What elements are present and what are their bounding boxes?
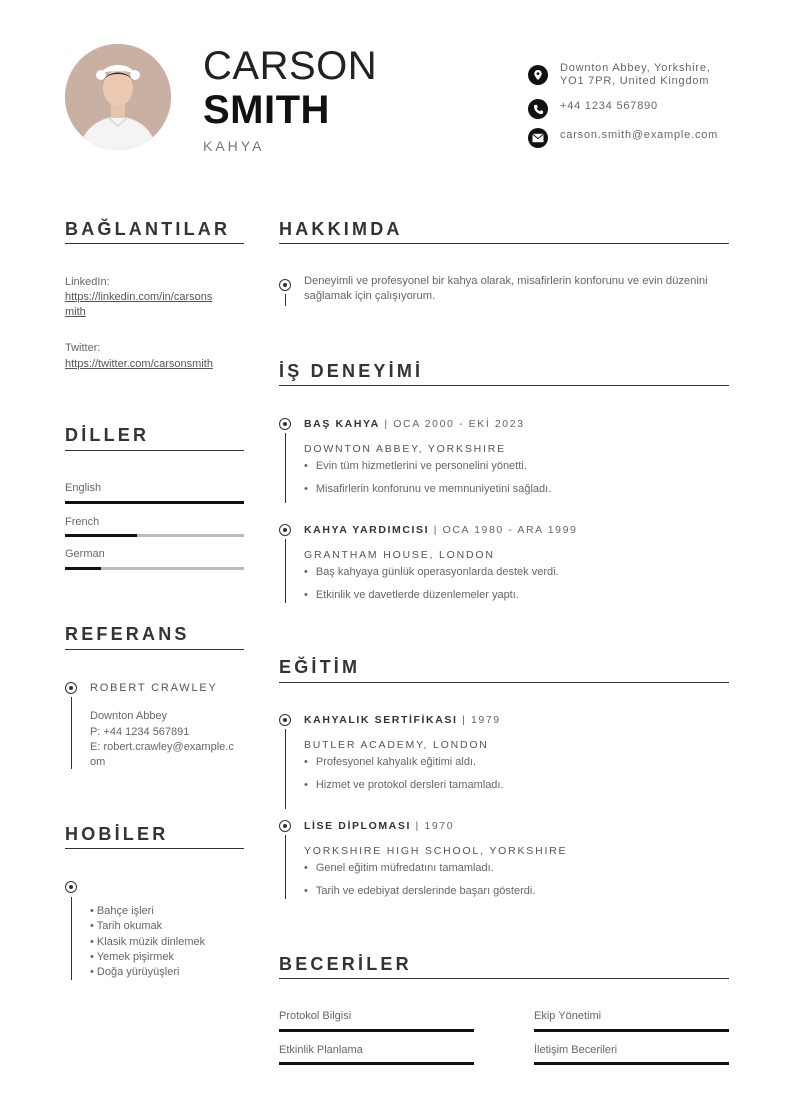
separator: | xyxy=(415,820,420,832)
language-french-bar xyxy=(65,534,244,537)
language-english: English xyxy=(65,482,102,494)
experience-1-org: DOWNTON ABBEY, YORKSHIRE xyxy=(304,443,506,455)
separator: | xyxy=(433,524,439,536)
location-pin-icon xyxy=(528,65,548,85)
skill-bar xyxy=(534,1062,729,1065)
education-2-header xyxy=(304,819,454,833)
hobby-item: • Klasik müzik dinlemek xyxy=(90,935,205,950)
links-heading: BAĞLANTILAR xyxy=(65,219,231,239)
divider xyxy=(65,243,244,244)
experience-2-role: KAHYA YARDIMCISI xyxy=(304,524,430,536)
separator: | xyxy=(384,418,389,430)
timeline-dot-icon xyxy=(65,881,77,893)
linkedin-link[interactable]: https://linkedin.com/in/carsons mith xyxy=(65,291,213,318)
reference-email: E: robert.crawley@example.c om xyxy=(90,741,234,768)
education-2-bullet: • Tarih ve edebiyat derslerinde başarı gösterdi. xyxy=(304,884,535,898)
experience-1-header xyxy=(304,417,525,431)
experience-1-role: BAŞ KAHYA xyxy=(304,418,380,430)
separator: | xyxy=(462,714,467,726)
reference-name: ROBERT CRAWLEY xyxy=(90,682,218,694)
contact-address: Downton Abbey, Yorkshire, YO1 7PR, United Kingdom xyxy=(560,62,711,87)
reference-org: Downton Abbey xyxy=(90,710,168,722)
experience-1-date: OCA 2000 - EKİ 2023 xyxy=(393,418,525,430)
language-german-bar xyxy=(65,567,244,570)
education-1-org: BUTLER ACADEMY, LONDON xyxy=(304,739,489,751)
experience-2-header xyxy=(304,523,577,537)
timeline-dot-icon xyxy=(279,714,291,726)
education-1-bullet: • Profesyonel kahyalık eğitimi aldı. xyxy=(304,755,476,769)
reference-phone: P: +44 1234 567891 xyxy=(90,726,190,738)
divider xyxy=(65,649,244,650)
experience-heading: İŞ DENEYİMİ xyxy=(279,361,424,381)
education-heading: EĞİTİM xyxy=(279,657,361,677)
skill-item: Ekip Yönetimi xyxy=(534,1010,602,1022)
experience-2-org: GRANTHAM HOUSE, LONDON xyxy=(304,549,495,561)
education-1-date: 1979 xyxy=(470,714,501,726)
hobby-item: • Doğa yürüyüşleri xyxy=(90,965,179,980)
timeline-line xyxy=(285,294,286,306)
timeline-line xyxy=(285,433,286,503)
person-portrait-icon xyxy=(65,44,171,150)
timeline-dot-icon xyxy=(279,279,291,291)
divider xyxy=(279,978,729,979)
skill-bar xyxy=(534,1029,729,1032)
language-german-level xyxy=(65,567,101,570)
skill-bar xyxy=(279,1029,474,1032)
timeline-dot-icon xyxy=(279,418,291,430)
education-2-org: YORKSHIRE HIGH SCHOOL, YORKSHIRE xyxy=(304,845,568,857)
phone-icon xyxy=(528,99,548,119)
profile-photo xyxy=(65,44,171,150)
envelope-icon xyxy=(528,128,548,148)
languages-heading: DİLLER xyxy=(65,425,150,445)
twitter-link[interactable]: https://twitter.com/carsonsmith xyxy=(65,358,213,370)
contact-phone: +44 1234 567890 xyxy=(560,100,658,112)
skill-item: Protokol Bilgisi xyxy=(279,1010,352,1022)
hobby-item: • Tarih okumak xyxy=(90,919,162,934)
experience-2-bullet: • Etkinlik ve davetlerde düzenlemeler yaptı. xyxy=(304,588,519,602)
about-text: Deneyimli ve profesyonel bir kahya olarak, misafirlerin konforunu ve evin düzenini sağlamak için çalışıyorum. xyxy=(304,275,708,302)
education-2-bullet: • Genel eğitim müfredatını tamamladı. xyxy=(304,861,494,875)
timeline-line xyxy=(285,539,286,603)
education-1-bullet: • Hizmet ve protokol dersleri tamamladı. xyxy=(304,778,504,792)
divider xyxy=(279,243,729,244)
hobby-item: • Yemek pişirmek xyxy=(90,950,174,965)
experience-2-bullet: • Baş kahyaya günlük operasyonlarda destek verdi. xyxy=(304,565,559,579)
skill-item: İletişim Becerileri xyxy=(534,1044,618,1056)
divider xyxy=(65,848,244,849)
skills-heading: BECERİLER xyxy=(279,954,412,974)
skill-bar xyxy=(279,1062,474,1065)
contact-email: carson.smith@example.com xyxy=(560,129,719,141)
skill-item: Etkinlik Planlama xyxy=(279,1044,363,1056)
about-heading: HAKKIMDA xyxy=(279,219,403,239)
hobbies-heading: HOBİLER xyxy=(65,824,169,844)
timeline-line xyxy=(71,697,72,769)
education-1-degree: KAHYALIK SERTİFİKASI xyxy=(304,714,458,726)
timeline-line xyxy=(71,897,72,980)
education-2-date: 1970 xyxy=(424,820,455,832)
job-title: KAHYA xyxy=(203,138,265,154)
hobby-item: • Bahçe işleri xyxy=(90,904,154,919)
divider xyxy=(279,385,729,386)
timeline-line xyxy=(285,835,286,899)
timeline-line xyxy=(285,729,286,809)
linkedin-label: LinkedIn: xyxy=(65,276,110,288)
timeline-dot-icon xyxy=(279,524,291,536)
language-french-level xyxy=(65,534,137,537)
divider xyxy=(65,450,244,451)
first-name: CARSON xyxy=(203,44,378,88)
last-name: SMITH xyxy=(203,88,330,132)
references-heading: REFERANS xyxy=(65,624,190,644)
timeline-dot-icon xyxy=(65,682,77,694)
language-english-bar xyxy=(65,501,244,504)
education-1-header xyxy=(304,713,501,727)
language-german: German xyxy=(65,548,105,560)
divider xyxy=(279,682,729,683)
timeline-dot-icon xyxy=(279,820,291,832)
language-french: French xyxy=(65,516,100,528)
education-2-degree: LİSE DİPLOMASI xyxy=(304,820,411,832)
language-english-level xyxy=(65,501,244,504)
experience-2-date: OCA 1980 - ARA 1999 xyxy=(442,524,578,536)
twitter-label: Twitter: xyxy=(65,342,101,354)
experience-1-bullet: • Evin tüm hizmetlerini ve personelini yönetti. xyxy=(304,459,527,473)
experience-1-bullet: • Misafirlerin konforunu ve memnuniyetini sağladı. xyxy=(304,482,551,496)
